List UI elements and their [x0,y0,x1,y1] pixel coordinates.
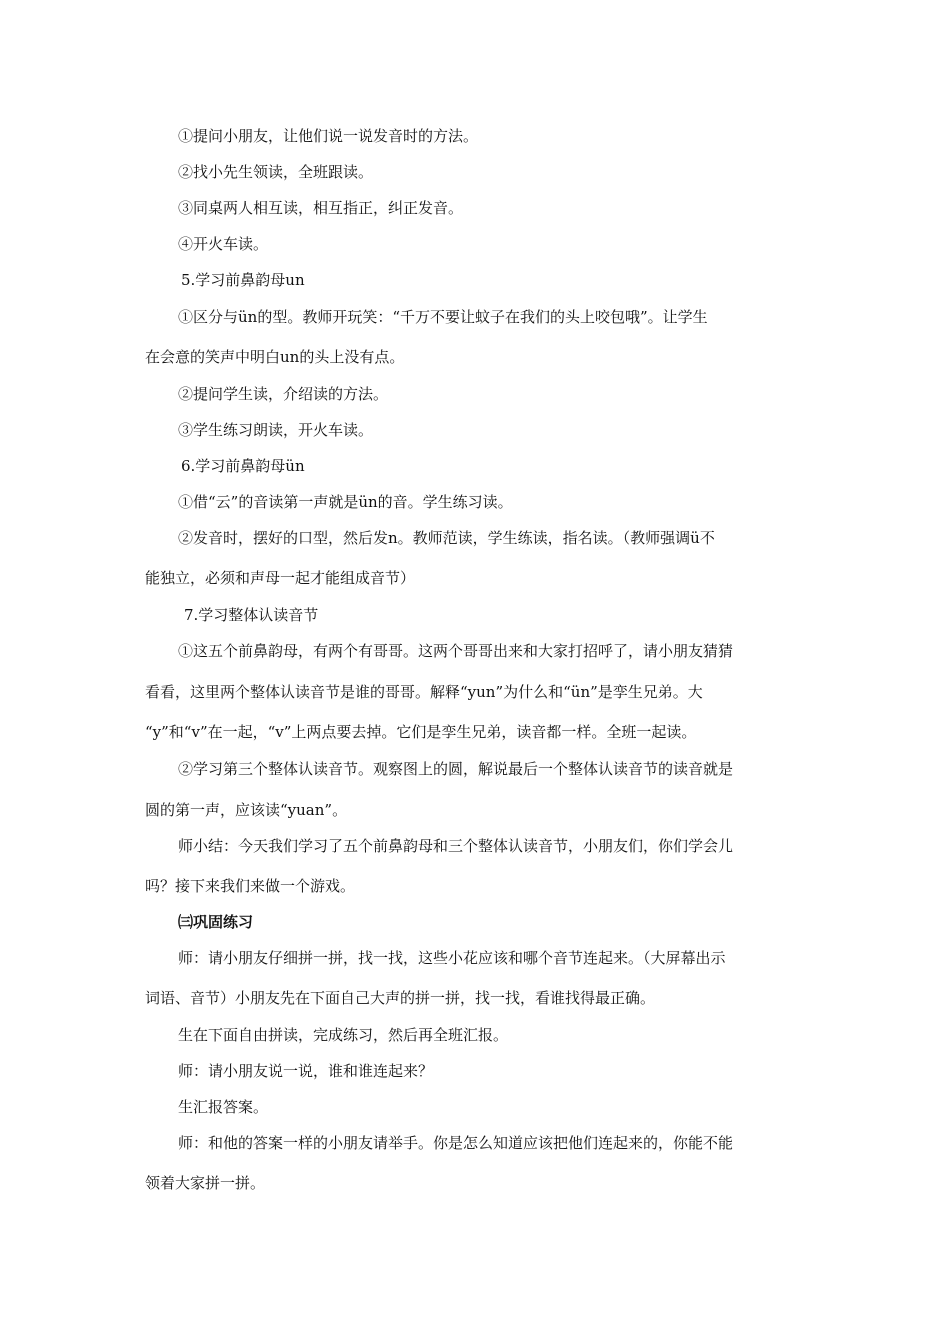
paragraph-line: 师：请小朋友说一说，谁和谁连起来？ [178,1062,434,1080]
step-4-line: ④开火车读。 [178,235,269,253]
step-2-line: ②找小先生领读，全班跟读。 [178,163,374,181]
paragraph-line: 师：请小朋友仔细拼一拼，找一找，这些小花应该和哪个音节连起来。（大屏幕出示 [178,949,726,967]
paragraph-line: ②提问学生读，介绍读的方法。 [178,385,389,403]
paragraph-line: ②发音时，摆好的口型，然后发n。教师范读，学生练读，指名读。（教师强调ü不 [178,529,715,547]
paragraph-line: 生在下面自由拼读，完成练习，然后再全班汇报。 [178,1026,509,1044]
paragraph-line: 师：和他的答案一样的小朋友请举手。你是怎么知道应该把他们连起来的，你能不能 [178,1134,734,1152]
paragraph-line: 词语、音节）小朋友先在下面自己大声的拼一拼，找一找，看谁找得最正确。 [145,989,656,1007]
paragraph-line: 吗？接下来我们来做一个游戏。 [145,877,356,895]
paragraph-line: ③学生练习朗读，开火车读。 [178,421,374,439]
section-7-heading: 7.学习整体认读音节 [184,606,319,624]
step-3-line: ③同桌两人相互读，相互指正，纠正发音。 [178,199,464,217]
paragraph-line: 看看，这里两个整体认读音节是谁的哥哥。解释“yun”为什么和“ün”是孪生兄弟。大 [145,683,703,701]
paragraph-line: ①这五个前鼻韵母，有两个有哥哥。这两个哥哥出来和大家打招呼了，请小朋友猜猜 [178,642,734,660]
section-5-heading: 5.学习前鼻韵母un [181,271,305,289]
paragraph-line: 师小结：今天我们学习了五个前鼻韵母和三个整体认读音节，小朋友们，你们学会儿 [178,837,734,855]
paragraph-line: ②学习第三个整体认读音节。观察图上的圆，解说最后一个整体认读音节的读音就是 [178,760,734,778]
step-1-line: ①提问小朋友，让他们说一说发音时的方法。 [178,127,479,145]
paragraph-line: “y”和“v”在一起，“v”上两点要去掉。它们是孪生兄弟，读音都一样。全班一起读。 [145,723,697,741]
section-heading-practice: ㈢巩固练习 [178,913,254,931]
paragraph-line: ①借“云”的音读第一声就是ün的音。学生练习读。 [178,493,513,511]
paragraph-line: 领着大家拼一拼。 [145,1174,266,1192]
paragraph-line: 能独立，必须和声母一起才能组成音节） [145,569,416,587]
paragraph-line: 生汇报答案。 [178,1098,269,1116]
paragraph-line: ①区分与ün的型。教师开玩笑：“千万不要让蚊子在我们的头上咬包哦”。让学生 [178,308,708,326]
paragraph-line: 在会意的笑声中明白un的头上没有点。 [145,348,405,366]
section-6-heading: 6.学习前鼻韵母ün [181,457,305,475]
paragraph-line: 圆的第一声，应该读“yuan”。 [145,801,348,819]
